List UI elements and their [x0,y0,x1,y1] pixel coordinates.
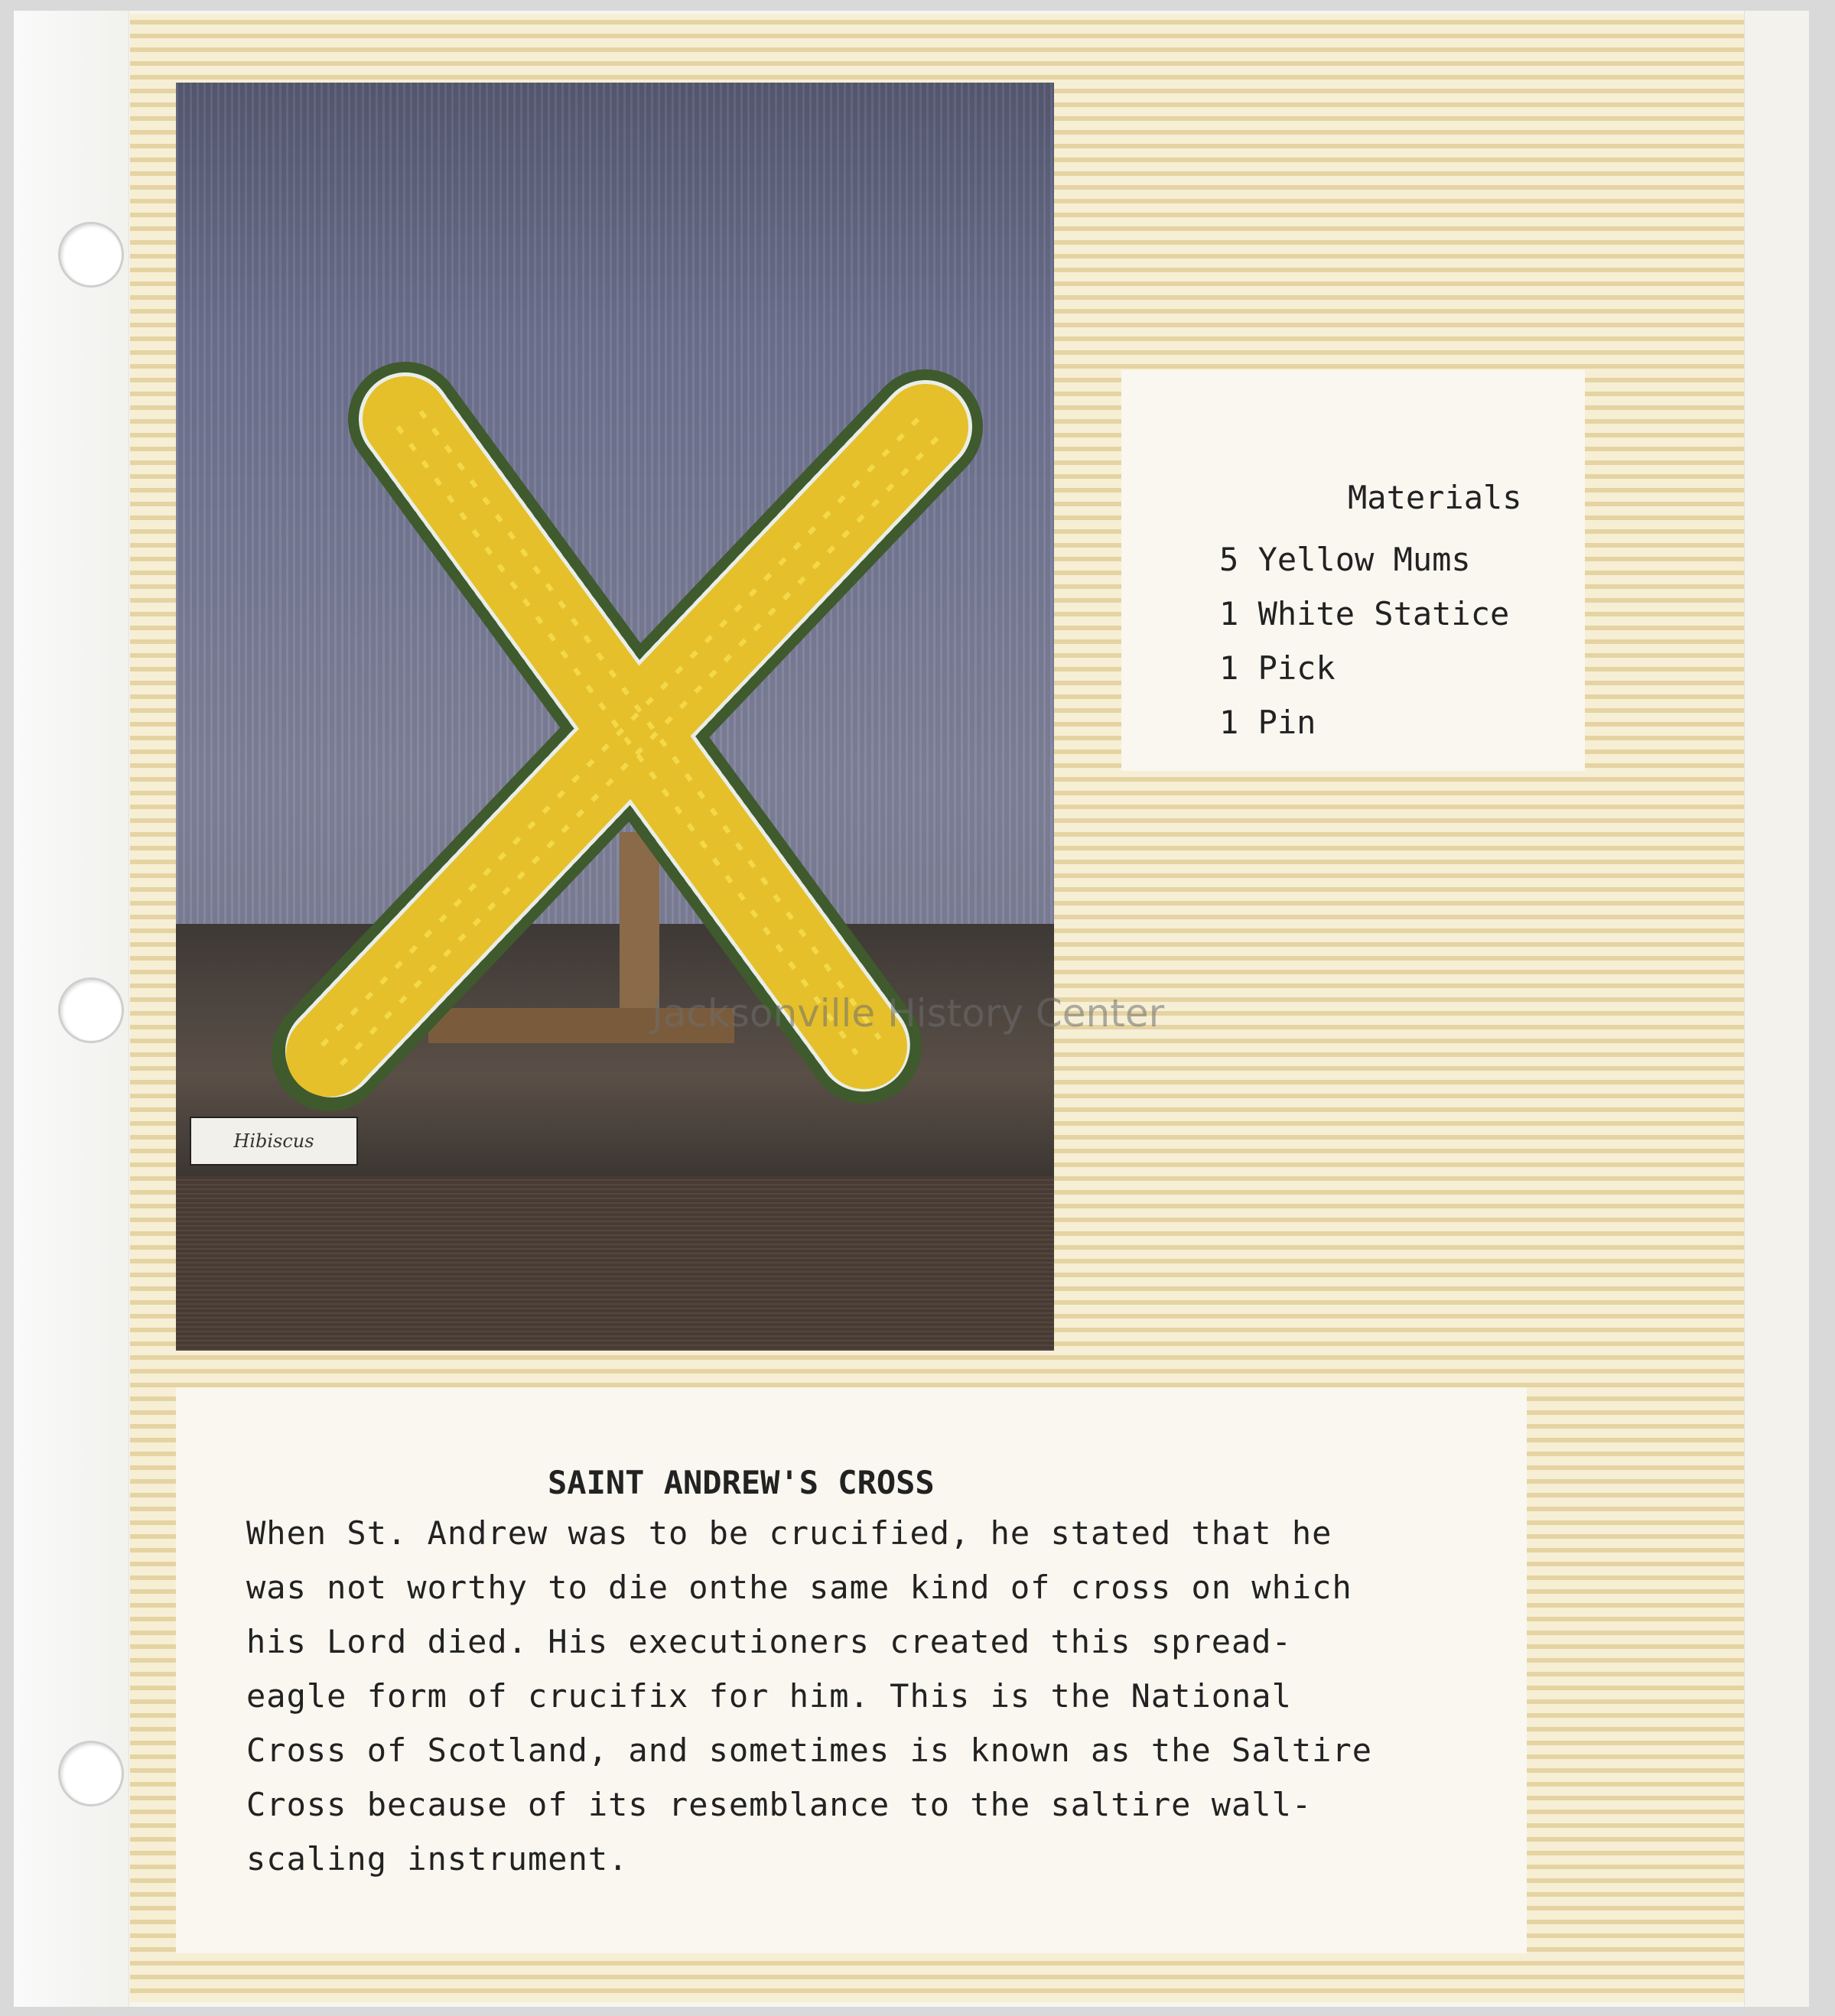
materials-list [1219,532,1509,749]
wooden-stand-post [620,832,659,1008]
materials-item: 1 Pin [1219,704,1316,741]
description-line: his Lord died. His executioners created this spread- [246,1623,1292,1660]
description-line: scaling instrument. [246,1840,629,1878]
watermark: Jacksonville History Center [652,991,1165,1036]
materials-item: 1 Pick [1219,649,1336,687]
name-card: Hibiscus [190,1117,358,1166]
materials-heading: Materials [1348,479,1522,516]
description-line: Cross of Scotland, and sometimes is known as the Saltire [246,1731,1373,1769]
binder-hole-middle [58,977,124,1043]
description-line: Cross because of its resemblance to the saltire wall- [246,1786,1313,1823]
description-line: eagle form of crucifix for him. This is the National [246,1677,1292,1715]
materials-item: 1 White Statice [1219,595,1510,632]
sheet-protector-edge [1744,11,1809,2007]
description-card [176,1387,1527,1953]
binder-hole-top [58,222,124,288]
arrangement-photo [176,83,1054,1351]
description-line: When St. Andrew was to be crucified, he stated that he [246,1514,1332,1552]
materials-card [1121,370,1585,771]
binder-strip [14,11,129,2007]
binder-hole-bottom [58,1741,124,1806]
materials-item: 5 Yellow Mums [1219,541,1471,578]
description-line: was not worthy to die onthe same kind of cross on which [246,1569,1352,1606]
description-title: SAINT ANDREW'S CROSS [548,1464,935,1501]
